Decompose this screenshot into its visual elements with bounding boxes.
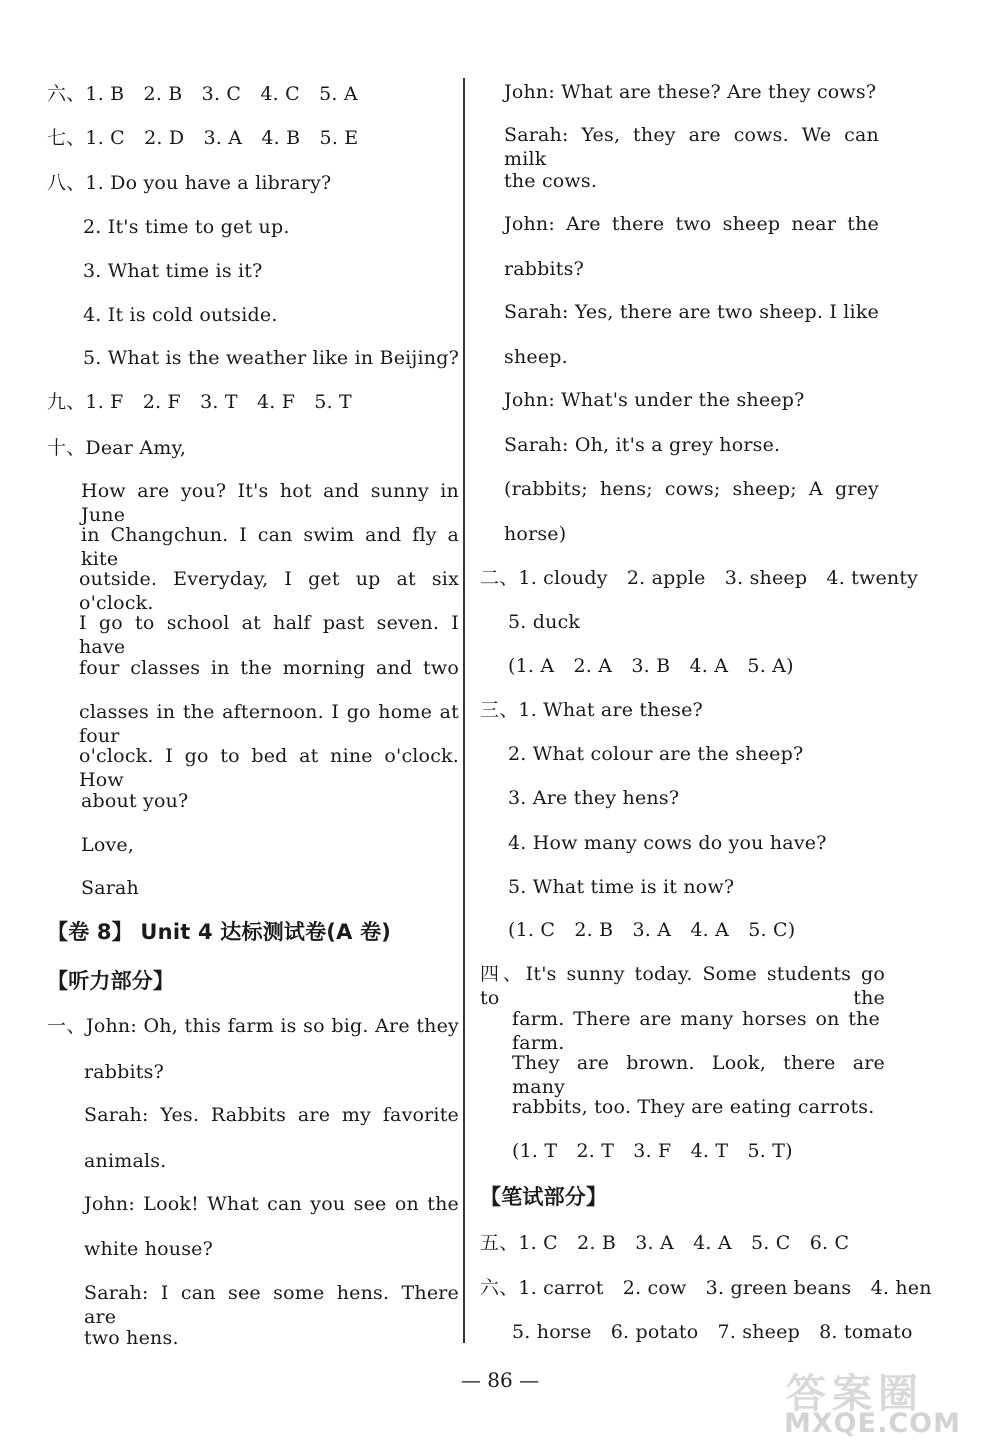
answer-line-5: 五、1. C 2. B 3. A 4. A 5. C 6. C	[480, 1232, 850, 1254]
passage-line: 四、It's sunny today. Some students go to the	[480, 963, 885, 1009]
watermark-logo	[758, 1360, 988, 1444]
letter-salutation: 十、Dear Amy,	[47, 437, 187, 459]
answer-line-3-3: 3. Are they hens?	[508, 787, 680, 809]
answer-line-3-4: 4. How many cows do you have?	[508, 832, 827, 854]
dialogue-line: Sarah: Oh, it's a grey horse.	[504, 434, 781, 456]
letter-line: about you?	[81, 790, 189, 812]
column-divider	[463, 78, 465, 1343]
answer-line-3-5: 5. What time is it now?	[508, 876, 735, 898]
dialogue-line: sheep.	[504, 346, 568, 368]
dialogue-line: animals.	[84, 1150, 167, 1172]
section-title: 【卷 8】 Unit 4 达标测试卷(A 卷)	[47, 920, 392, 944]
answer-options: (1. C 2. B 3. A 4. A 5. C)	[508, 919, 796, 941]
answer-line-7: 七、1. C 2. D 3. A 4. B 5. E	[47, 127, 359, 149]
answer-line-2-5: 5. duck	[508, 611, 581, 633]
answer-line-2: 二、1. cloudy 2. apple 3. sheep 4. twenty	[480, 567, 919, 589]
answer-line-8: 八、1. Do you have a library?	[47, 172, 332, 194]
answer-line-8-2: 2. It's time to get up.	[83, 216, 290, 238]
letter-closing: Love,	[81, 834, 135, 856]
answer-line-8-4: 4. It is cold outside.	[83, 304, 278, 326]
dialogue-line: Sarah: Yes, they are cows. We can milk	[504, 124, 879, 170]
dialogue-line: Sarah: I can see some hens. There are	[84, 1282, 459, 1328]
subsection-title-writing: 【笔试部分】	[480, 1185, 608, 1209]
answer-line-9: 九、1. F 2. F 3. T 4. F 5. T	[47, 391, 352, 413]
dialogue-line: Sarah: Yes, there are two sheep. I like	[504, 301, 879, 323]
letter-line: o'clock. I go to bed at nine o'clock. How	[79, 745, 459, 791]
passage-line: They are brown. Look, there are many	[512, 1052, 885, 1098]
dialogue-line: the cows.	[504, 170, 598, 192]
answer-line-3: 三、1. What are these?	[480, 699, 703, 721]
passage-line: rabbits, too. They are eating carrots.	[512, 1096, 875, 1118]
letter-line: How are you? It's hot and sunny in June	[81, 480, 459, 526]
answer-line-6: 六、1. B 2. B 3. C 4. C 5. A	[47, 83, 358, 105]
letter-line: four classes in the morning and two	[79, 657, 459, 679]
subsection-title-listening: 【听力部分】	[47, 969, 175, 993]
dialogue-line: white house?	[84, 1238, 213, 1260]
answer-line-8-3: 3. What time is it?	[83, 260, 263, 282]
answer-line-3-2: 2. What colour are the sheep?	[508, 743, 804, 765]
dialogue-line: two hens.	[84, 1327, 179, 1349]
answer-line-6b: 六、1. carrot 2. cow 3. green beans 4. hen	[480, 1277, 932, 1299]
dialogue-line: rabbits?	[84, 1061, 164, 1083]
letter-line: outside. Everyday, I get up at six o'clock.	[79, 568, 459, 614]
dialogue-line: rabbits?	[504, 258, 584, 280]
watermark-cn: 答案圈	[786, 1371, 924, 1417]
answer-summary: horse)	[504, 523, 567, 545]
letter-line: classes in the afternoon. I go home at four	[79, 701, 459, 747]
dialogue-line: John: What's under the sheep?	[504, 389, 805, 411]
answer-options: (1. T 2. T 3. F 4. T 5. T)	[512, 1140, 793, 1162]
answer-line-8-5: 5. What is the weather like in Beijing?	[83, 347, 459, 369]
page-number: — 86 —	[460, 1368, 540, 1392]
letter-line: I go to school at half past seven. I have	[79, 612, 459, 658]
answer-options: (1. A 2. A 3. B 4. A 5. A)	[508, 655, 794, 677]
passage-line: farm. There are many horses on the farm.	[512, 1008, 880, 1054]
answer-summary: (rabbits; hens; cows; sheep; A grey	[504, 478, 879, 500]
dialogue-line: John: What are these? Are they cows?	[504, 81, 877, 103]
dialogue-line: Sarah: Yes. Rabbits are my favorite	[84, 1104, 459, 1126]
letter-line: in Changchun. I can swim and fly a kite	[81, 524, 459, 570]
watermark-en: MXQE.COM	[784, 1408, 961, 1439]
answer-line-6b-5: 5. horse 6. potato 7. sheep 8. tomato	[512, 1321, 913, 1343]
dialogue-line: John: Look! What can you see on the	[84, 1193, 459, 1215]
dialogue-line: 一、John: Oh, this farm is so big. Are they	[47, 1015, 459, 1037]
letter-signature: Sarah	[81, 877, 139, 899]
dialogue-line: John: Are there two sheep near the	[504, 213, 879, 235]
